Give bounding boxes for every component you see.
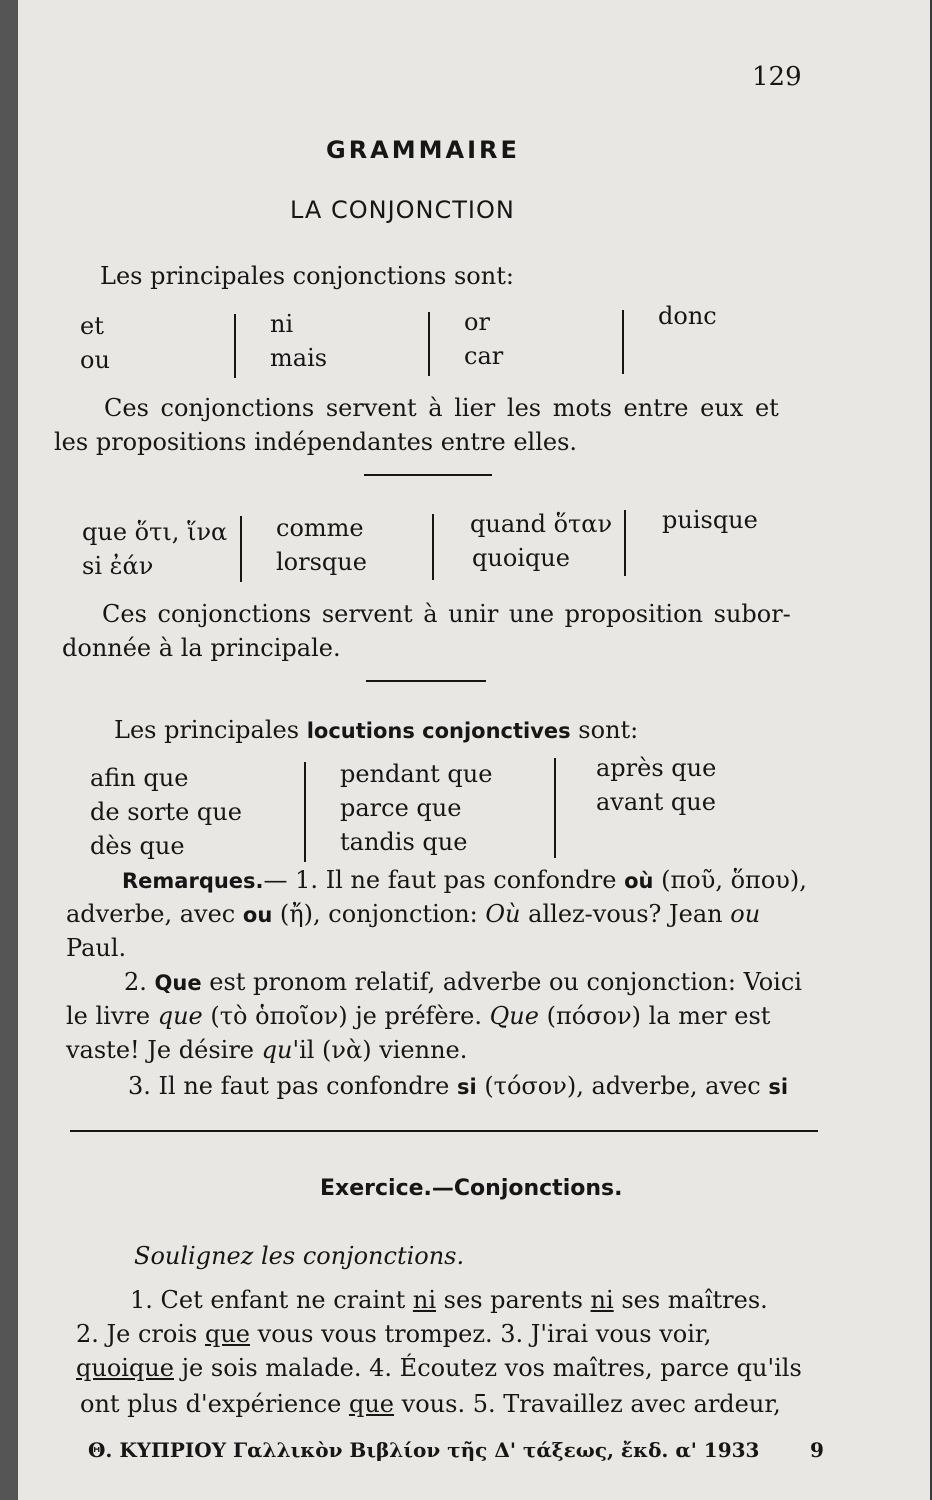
exercise-sentence: quoique je sois malade. 4. Écoutez vos maîtres, parce qu'ils	[76, 1354, 802, 1382]
conj-si: si ἐάν	[82, 552, 154, 580]
conj-comme: comme	[276, 514, 364, 542]
remark-2: 2. Que est pronom relatif, adverbe ou conjonction: Voici	[124, 968, 802, 996]
loc-afin-que: afin que	[90, 764, 189, 792]
book-page	[18, 0, 930, 1500]
locutions-intro: Les principales locutions conjonctives sont:	[114, 716, 639, 744]
loc-de-sorte-que: de sorte que	[90, 798, 242, 826]
section-divider	[70, 1130, 818, 1132]
conj-car: car	[464, 342, 504, 370]
intro-text: Les principales conjonctions sont:	[100, 262, 514, 290]
page-number: 129	[752, 62, 802, 92]
column-divider	[240, 516, 242, 582]
loc-pendant-que: pendant que	[340, 760, 493, 788]
remark-2-end: vaste! Je désire qu'il (νὰ) vienne.	[66, 1036, 468, 1064]
loc-tandis-que: tandis que	[340, 828, 468, 856]
conj-mais: mais	[270, 344, 328, 372]
remark-3: 3. Il ne faut pas confondre si (τόσον), adverbe, avec si	[128, 1072, 789, 1100]
explanation-line: Ces conjonctions servent à lier les mots entre eux et	[104, 394, 779, 422]
explanation-line: les propositions indépendantes entre elles.	[54, 428, 578, 456]
remark-1: Remarques.— 1. Il ne faut pas confondre où (ποῦ, ὅπου),	[122, 866, 807, 894]
explanation-line: donnée à la principale.	[62, 634, 341, 662]
column-divider	[428, 312, 430, 376]
conj-quoique: quoique	[472, 544, 570, 572]
column-divider	[234, 314, 236, 378]
loc-apres-que: après que	[596, 754, 717, 782]
remark-1-end: Paul.	[66, 934, 127, 962]
conj-puisque: puisque	[662, 506, 758, 534]
chapter-title: LA CONJONCTION	[290, 196, 515, 224]
separator-rule	[366, 680, 486, 682]
remark-1-cont: adverbe, avec ou (ἤ), conjonction: Où allez-vous? Jean ou	[66, 900, 761, 928]
locutions-term: locutions conjonctives	[306, 719, 571, 743]
loc-parce-que: parce que	[340, 794, 462, 822]
conj-que: que ὅτι, ἵνα	[82, 518, 228, 546]
separator-rule	[364, 474, 492, 476]
conj-ni: ni	[270, 310, 294, 338]
exercise-sentence: 1. Cet enfant ne craint ni ses parents ni ses maîtres.	[130, 1286, 768, 1314]
exercise-sentence: 2. Je crois que vous vous trompez. 3. J'irai vous voir,	[76, 1320, 712, 1348]
loc-avant-que: avant que	[596, 788, 716, 816]
column-divider	[622, 310, 624, 374]
conj-quand: quand ὅταν	[470, 510, 613, 538]
remark-2-cont: le livre que (τὸ ὁποῖον) je préfère. Que (πόσον) la mer est	[66, 1002, 771, 1030]
book-gutter	[0, 0, 18, 1500]
conj-donc: donc	[658, 302, 717, 330]
signature-mark: 9	[810, 1438, 824, 1462]
section-heading: GRAMMAIRE	[326, 136, 520, 164]
column-divider	[304, 762, 306, 862]
column-divider	[624, 510, 626, 576]
conj-or: or	[464, 308, 490, 336]
loc-des-que: dès que	[90, 832, 185, 860]
column-divider	[432, 514, 434, 580]
explanation-line: Ces conjonctions servent à unir une proposition subor-	[102, 600, 791, 628]
conj-ou: ou	[80, 346, 110, 374]
column-divider	[554, 758, 556, 858]
exercise-instruction: Soulignez les conjonctions.	[134, 1242, 465, 1270]
exercise-sentence: ont plus d'expérience que vous. 5. Travaillez avec ardeur,	[80, 1390, 781, 1418]
conj-lorsque: lorsque	[276, 548, 367, 576]
footer-imprint: Θ. ΚΥΠΡΙΟΥ Γαλλικὸν Βιβλίον τῆς Δ' τάξεως, ἔκδ. α' 1933	[88, 1438, 760, 1462]
exercise-title: Exercice.—Conjonctions.	[320, 1176, 623, 1201]
conj-et: et	[80, 312, 104, 340]
